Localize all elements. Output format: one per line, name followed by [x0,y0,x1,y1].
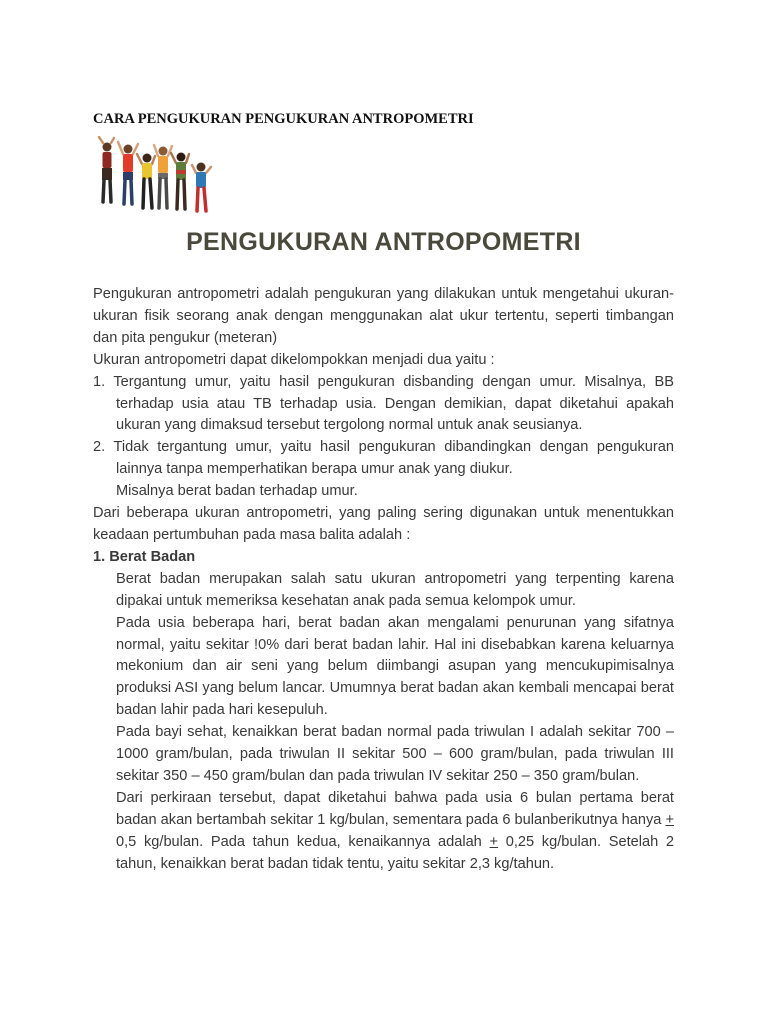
children-jumping-illustration [97,136,219,216]
list-item-2-example: Misalnya berat badan terhadap umur. [116,483,358,500]
article-body [93,284,674,875]
plus-minus-sign: + [489,833,499,850]
section1-paragraph-1: Berat badan merupakan salah satu ukuran antropometri yang terpenting karena dipakai untuk memeriksa kesehatan anak pada semua kelompok umur. [116,570,674,609]
list-item-1: 1. Tergantung umur, yaitu hasil pengukuran disbanding dengan umur. Misalnya, BB terhadap usia atau TB terhadap usia. Dengan demikian, dapat diketahui apakah ukuran yang dimaksud tersebut tergolong normal untuk anak seusianya. [93,373,674,434]
most-used-paragraph: Dari beberapa ukuran antropometri, yang paling sering digunakan untuk menentukkan keadaan pertumbuhan pada masa balita adalah : [93,505,674,543]
section1-paragraph-3: Pada bayi sehat, kenaikkan berat badan normal pada triwulan I adalah sekitar 700 –1000 gram/bulan, pada triwulan II sekitar 500 – 600 gram/bulan, pada triwulan III sekitar 350 – 450 gram/bulan dan pada triwulan IV sekitar 250 – 350 gram/bulan. [116,724,674,784]
plus-minus-sign: + [665,811,674,828]
section1-paragraph-2: Pada usia beberapa hari, berat badan akan mengalami penurunan yang sifatnya normal, yaitu sekitar !0% dari berat badan lahir. Hal ini disebabkan karena keluarnya mekonium dan air seni yang belum diimbangi asupan yang mencukupimisalnya produksi ASI yang belum lancar. Umumnya berat badan akan kembali mencapai berat badan lahir pada hari kesepuluh. [116,614,674,719]
intro-paragraph: Pengukuran antropometri adalah pengukuran yang dilakukan untuk mengetahui ukuran-ukuran fisik seorang anak dengan menggunakan alat ukur tertentu, seperti timbangan dan pita pengukur (meteran) [93,286,674,346]
document-title: CARA PENGUKURAN PENGUKURAN ANTROPOMETRI [93,111,474,127]
s1p4-text-a: Dari perkiraan tersebut, dapat diketahui bahwa pada usia 6 bulan pertama berat badan akan bertambah sekitar 1 kg/bulan, sementara pada 6 bulanberikutnya hanya [116,789,674,828]
s1p4-text-c: 0,25 kg/bulan. Setelah 2 tahun, kenaikkan berat badan tidak tentu, yaitu sekitar 2,3 kg/tahun. [116,833,675,872]
section-heading-berat-badan: 1. Berat Badan [93,548,196,565]
section1-paragraph-4 [93,788,674,876]
main-heading: PENGUKURAN ANTROPOMETRI [186,228,581,256]
list-item-2: 2. Tidak tergantung umur, yaitu hasil pengukuran dibandingkan dengan pengukuran lainnya tanpa memperhatikan berapa umur anak yang diukur. [93,439,674,478]
groups-intro: Ukuran antropometri dapat dikelompokkan menjadi dua yaitu : [93,351,495,368]
s1p4-text-b: 0,5 kg/bulan. Pada tahun kedua, kenaikannya adalah [116,833,490,850]
